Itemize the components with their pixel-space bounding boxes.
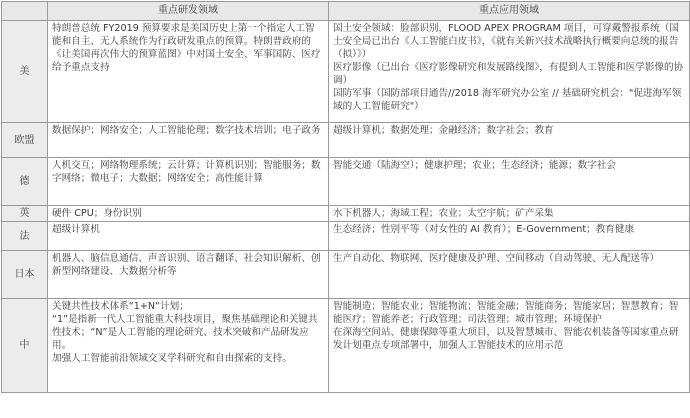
rnd-cell: 关键共性技术体系“1+N”计划； “1”是指新一代人工智能重大科技项目，聚焦基础理论和关键共性技术；“N”是人工智能的理论研究、技术突破和产品研发应用。 加强人工智能前沿领域交叉学科研究和自由探索的支持。 bbox=[48, 299, 329, 393]
table-header-row bbox=[2, 2, 690, 21]
rnd-cell: 特朗普总统 FY2019 预算要求是美国历史上第一个指定人工智能和自主、无人系统作为行政研发重点的预算。特朗普政府的《让美国再次伟大的预算蓝图》中对国土安全、军事国防、医疗给予重点支持 bbox=[48, 21, 329, 123]
country-cell: 欧盟 bbox=[2, 123, 48, 158]
ai-policy-table bbox=[1, 1, 690, 393]
table-row bbox=[2, 251, 690, 299]
country-cell: 法 bbox=[2, 222, 48, 251]
table-row bbox=[2, 21, 690, 123]
app-cell: 国土安全领域：脸部识别，FLOOD APEX PROGRAM 项目，可穿戴警报系统（国土安全局已出台《人工智能白皮书》，《就有关新兴技术战略执行概要向总统的报告（拟）》） 医疗影像（已出台《医疗影像研究和发展路线图》，有提到人工智能和医学影像的协调） 国防军事（国防部项目通告//2018 海军研究办公室 // 基础研究机会："促进海军领域的人工智能研究"） bbox=[329, 21, 690, 123]
app-cell: 超级计算机；数据处理；金融经济；数字社会；教育 bbox=[329, 123, 690, 158]
country-cell: 美 bbox=[2, 21, 48, 123]
country-cell: 日本 bbox=[2, 251, 48, 299]
table-row bbox=[2, 222, 690, 251]
country-cell: 中 bbox=[2, 299, 48, 393]
table-row bbox=[2, 299, 690, 393]
header-country bbox=[2, 2, 48, 21]
app-cell: 智能制造；智能农业；智能物流；智能金融；智能商务；智能家居；智慧教育；智能医疗；智能养老；行政管理；司法管理；城市管理；环境保护 在深海空间站、健康保障等重大项目，以及智慧城市、智能农机装备等国家重点研发计划重点专项部署中，加强人工智能技术的应用示范 bbox=[329, 299, 690, 393]
rnd-cell: 机器人、脑信息通信、声音识别、语言翻译、社会知识解析、创新型网络建设、大数据分析等 bbox=[48, 251, 329, 299]
app-cell: 水下机器人；海域工程；农业；太空宇航；矿产采集 bbox=[329, 206, 690, 222]
table-row bbox=[2, 123, 690, 158]
app-cell: 智能交通（陆海空）；健康护理；农业；生态经济；能源；数字社会 bbox=[329, 158, 690, 206]
country-cell: 英 bbox=[2, 206, 48, 222]
rnd-cell: 人机交互；网络物理系统；云计算；计算机识别；智能服务；数字网络；微电子；大数据；网络安全；高性能计算 bbox=[48, 158, 329, 206]
app-cell: 生态经济；性别平等（对女性的 AI 教育）；E-Government；教育健康 bbox=[329, 222, 690, 251]
app-cell: 生产自动化、物联网、医疗健康及护理、空间移动（自动驾驶、无人配送等） bbox=[329, 251, 690, 299]
header-rnd-fields: 重点研发领域 bbox=[48, 2, 329, 21]
rnd-cell: 硬件 CPU；身份识别 bbox=[48, 206, 329, 222]
table-row bbox=[2, 206, 690, 222]
table-row bbox=[2, 158, 690, 206]
country-cell: 德 bbox=[2, 158, 48, 206]
header-app-fields: 重点应用领域 bbox=[329, 2, 690, 21]
rnd-cell: 超级计算机 bbox=[48, 222, 329, 251]
rnd-cell: 数据保护；网络安全；人工智能伦理；数字技术培训；电子政务 bbox=[48, 123, 329, 158]
